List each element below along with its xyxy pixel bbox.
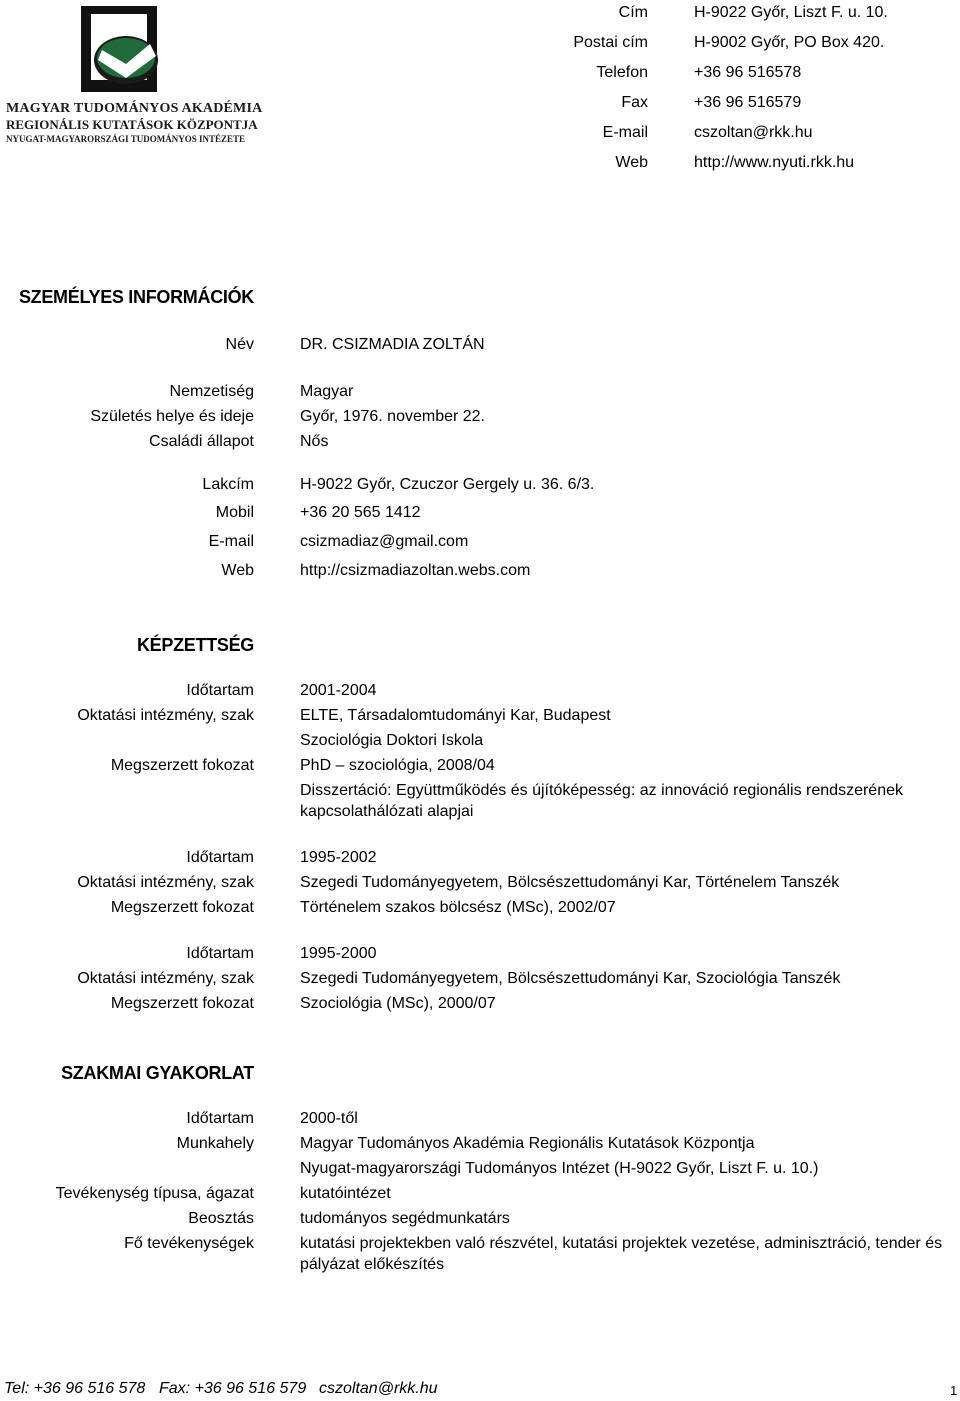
header-postal-label: Postai cím [573, 34, 648, 51]
exp-period-label: Időtartam [186, 1110, 254, 1127]
name-value: DR. CSIZMADIA ZOLTÁN [300, 336, 485, 353]
header-fax-label: Fax [621, 94, 648, 111]
header-phone-label: Telefon [596, 64, 648, 81]
header-email-value[interactable]: cszoltan@rkk.hu [694, 124, 813, 141]
edu1-dissertation-2: kapcsolathálózati alapjai [300, 803, 474, 820]
edu3-period: 1995-2000 [300, 945, 377, 962]
footer-tel: Tel: +36 96 516 578 [4, 1380, 146, 1397]
footer-fax: Fax: +36 96 516 579 [159, 1380, 307, 1397]
header-postal-value: H-9002 Győr, PO Box 420. [694, 34, 885, 51]
nationality-value: Magyar [300, 383, 354, 400]
education-heading: KÉPZETTSÉG [136, 635, 254, 655]
name-label: Név [225, 336, 254, 353]
exp-main-1: kutatási projektekben való részvétel, kutatási projektek vezetése, adminisztráció, tender és [300, 1235, 943, 1252]
birth-value: Győr, 1976. november 22. [300, 408, 485, 425]
header-phone-value: +36 96 516578 [694, 64, 802, 81]
edu3-inst: Szegedi Tudományegyetem, Bölcsészettudományi Kar, Szociológia Tanszék [300, 970, 841, 987]
email-value[interactable]: csizmadiaz@gmail.com [300, 533, 469, 550]
exp-position-label: Beosztás [188, 1210, 254, 1227]
address-value: H-9022 Győr, Czuczor Gergely u. 36. 6/3. [300, 476, 595, 493]
logo-line-2: REGIONÁLIS KUTATÁSOK KÖZPONTJA [6, 117, 258, 132]
edu2-degree-label: Megszerzett fokozat [110, 899, 254, 916]
edu1-period: 2001-2004 [300, 682, 377, 699]
header-address-label: Cím [618, 4, 648, 21]
header-web-value[interactable]: http://www.nyuti.rkk.hu [694, 154, 855, 171]
logo [78, 4, 160, 94]
footer-page-number: 1 [950, 1383, 958, 1398]
mta-logo-icon [78, 4, 160, 94]
footer-email[interactable]: cszoltan@rkk.hu [319, 1380, 438, 1397]
edu3-period-label: Időtartam [186, 945, 254, 962]
edu2-degree: Történelem szakos bölcsész (MSc), 2002/07 [300, 899, 616, 916]
exp-main-2: pályázat előkészítés [300, 1256, 445, 1273]
mobile-label: Mobil [215, 504, 254, 521]
exp-period: 2000-től [300, 1110, 358, 1127]
address-label: Lakcím [202, 476, 254, 493]
exp-type: kutatóintézet [300, 1185, 391, 1202]
edu2-period: 1995-2002 [300, 849, 377, 866]
exp-workplace-label: Munkahely [176, 1135, 254, 1152]
edu2-inst-label: Oktatási intézmény, szak [77, 874, 254, 891]
logo-line-3: NYUGAT-MAGYARORSZÁGI TUDOMÁNYOS INTÉZETE [6, 134, 246, 144]
mobile-value: +36 20 565 1412 [300, 504, 421, 521]
exp-type-label: Tevékenység típusa, ágazat [55, 1185, 254, 1202]
birth-label: Születés helye és ideje [90, 408, 254, 425]
exp-main-label: Fő tevékenységek [124, 1235, 254, 1252]
edu1-degree: PhD – szociológia, 2008/04 [300, 757, 495, 774]
exp-workplace-2: Nyugat-magyarországi Tudományos Intézet (H-9022 Győr, Liszt F. u. 10.) [300, 1160, 819, 1177]
web-value[interactable]: http://csizmadiazoltan.webs.com [300, 562, 531, 579]
edu1-dissertation-1: Disszertáció: Együttműködés és újítóképesség: az innováció regionális rendszerének [300, 782, 903, 799]
personal-heading: SZEMÉLYES INFORMÁCIÓK [18, 287, 254, 307]
edu3-degree: Szociológia (MSc), 2000/07 [300, 995, 496, 1012]
nationality-label: Nemzetiség [169, 383, 254, 400]
logo-line-1: MAGYAR TUDOMÁNYOS AKADÉMIA [6, 101, 263, 116]
header-web-label: Web [615, 154, 648, 171]
email-label: E-mail [208, 533, 254, 550]
edu1-degree-label: Megszerzett fokozat [110, 757, 254, 774]
edu1-inst-label: Oktatási intézmény, szak [77, 707, 254, 724]
exp-workplace-1: Magyar Tudományos Akadémia Regionális Kutatások Központja [300, 1135, 755, 1152]
experience-heading: SZAKMAI GYAKORLAT [61, 1063, 254, 1083]
marital-value: Nős [300, 433, 329, 450]
edu1-period-label: Időtartam [186, 682, 254, 699]
edu2-period-label: Időtartam [186, 849, 254, 866]
edu1-inst-2: Szociológia Doktori Iskola [300, 732, 484, 749]
exp-position: tudományos segédmunkatárs [300, 1210, 510, 1227]
edu3-inst-label: Oktatási intézmény, szak [77, 970, 254, 987]
header-email-label: E-mail [602, 124, 648, 141]
web-label: Web [221, 562, 254, 579]
header-address-value: H-9022 Győr, Liszt F. u. 10. [694, 4, 888, 21]
edu3-degree-label: Megszerzett fokozat [110, 995, 254, 1012]
edu1-inst: ELTE, Társadalomtudományi Kar, Budapest [300, 707, 611, 724]
edu2-inst: Szegedi Tudományegyetem, Bölcsészettudományi Kar, Történelem Tanszék [300, 874, 840, 891]
marital-label: Családi állapot [149, 433, 254, 450]
header-fax-value: +36 96 516579 [694, 94, 802, 111]
